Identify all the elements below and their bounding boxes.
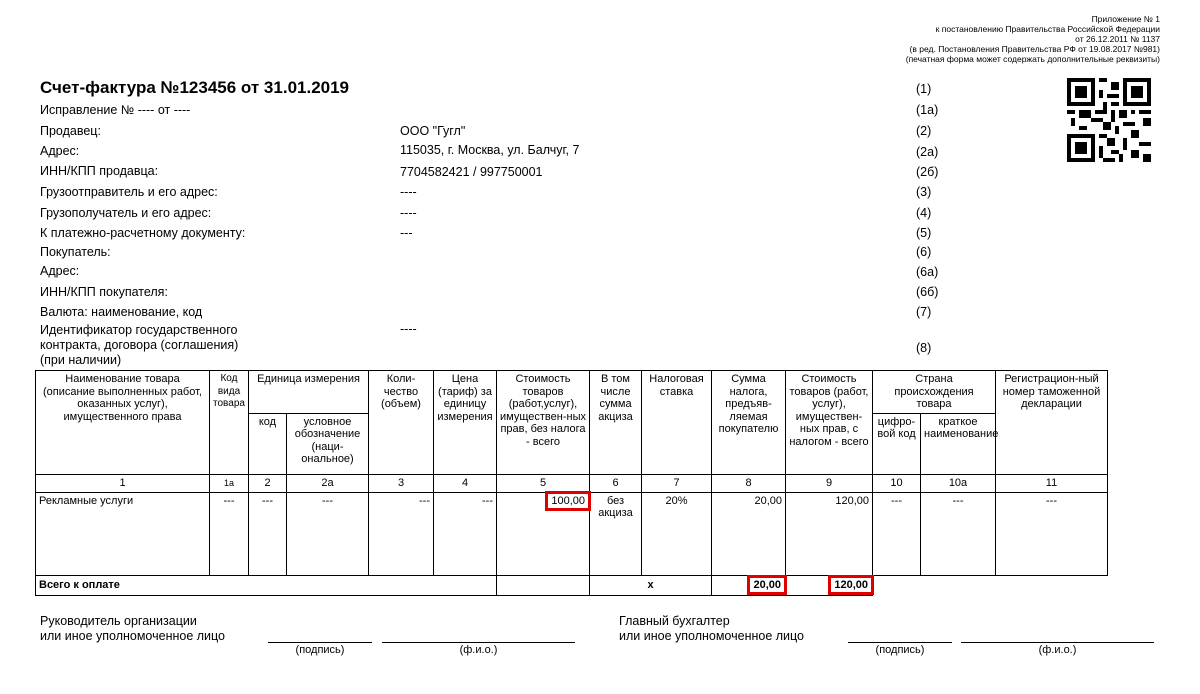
field-code: (2) <box>916 124 932 138</box>
item-name: Рекламные услуги <box>36 492 210 575</box>
accountant-signature-line <box>848 642 952 643</box>
gov-contract-label-line: контракта, договора (соглашения) <box>40 338 239 352</box>
column-number: 3 <box>369 474 434 492</box>
gov-contract-value: ---- <box>400 322 417 336</box>
column-number: 2 <box>249 474 287 492</box>
field-code: (2б) <box>916 165 939 179</box>
director-label-line: Руководитель организации <box>40 614 197 628</box>
total-excise: х <box>590 575 712 595</box>
item-rate: 20% <box>642 492 712 575</box>
total-tax-cell <box>712 575 786 595</box>
field-code: (1а) <box>916 103 939 117</box>
total-sum-highlight: 120,00 <box>828 575 874 596</box>
column-numbers-row <box>36 474 1108 492</box>
gov-contract-label <box>40 323 238 368</box>
col-header-name: Наименование товара (описание выполненных работ, оказанных услуг), имущественного права <box>36 371 210 475</box>
field-code: (6а) <box>916 265 939 279</box>
buyer-label: Покупатель: <box>40 245 111 259</box>
col-header-country-name: краткое наименование <box>921 413 996 474</box>
invoice-title: Счет-фактура №123456 от 31.01.2019 <box>40 78 350 97</box>
seller-address-label: Адрес: <box>40 144 80 158</box>
total-sum-cell <box>786 575 873 595</box>
col-header-excise: В том числе сумма акциза <box>590 371 642 475</box>
item-unit-name: --- <box>287 492 369 575</box>
seller-value: ООО "Гугл" <box>400 124 466 138</box>
accountant-label <box>619 614 804 644</box>
item-kind-code: --- <box>210 492 249 575</box>
item-country-name: --- <box>921 492 996 575</box>
column-number: 4 <box>434 474 497 492</box>
item-price: --- <box>434 492 497 575</box>
appendix-line: к постановлению Правительства Российской Федерации <box>935 24 1160 34</box>
signature-caption: (подпись) <box>295 644 345 656</box>
column-number: 7 <box>642 474 712 492</box>
field-code: (3) <box>916 185 932 199</box>
col-header-qty: Коли-чество (объем) <box>369 371 434 475</box>
name-caption: (ф.и.о.) <box>1038 644 1077 656</box>
item-cost-highlight: 100,00 <box>545 491 591 512</box>
table-header-row <box>36 371 1108 414</box>
invoice-table <box>35 370 1108 596</box>
col-header-total: Стоимость товаров (работ, услуг), имуществен-ных прав, с налогом - всего <box>786 371 873 475</box>
director-name-line <box>382 642 575 643</box>
seller-label: Продавец: <box>40 124 101 138</box>
col-header-cost: Стоимость товаров (работ,услуг), имуществен-ных прав, без налога - всего <box>497 371 590 475</box>
total-label: Всего к оплате <box>36 575 497 595</box>
col-header-price: Цена (тариф) за единицу измерения <box>434 371 497 475</box>
shipper-label: Грузоотправитель и его адрес: <box>40 185 218 199</box>
accountant-label-line: или иное уполномоченное лицо <box>619 629 805 643</box>
column-number: 11 <box>996 474 1108 492</box>
item-country-code: --- <box>873 492 921 575</box>
total-row <box>36 575 1108 595</box>
field-code: (5) <box>916 226 932 240</box>
col-header-unit-code: код <box>249 413 287 474</box>
column-number: 10а <box>921 474 996 492</box>
item-qty: --- <box>369 492 434 575</box>
column-number: 10 <box>873 474 921 492</box>
field-code: (6) <box>916 245 932 259</box>
total-cost-cell <box>497 575 590 595</box>
total-tax-highlight: 20,00 <box>747 575 787 596</box>
accountant-label-line: Главный бухгалтер <box>619 614 730 628</box>
column-number: 1 <box>36 474 210 492</box>
col-header-country-code: цифро-вой код <box>873 413 921 474</box>
table-row <box>36 492 1108 575</box>
appendix-line: от 26.12.2011 № 1137 <box>1075 34 1160 44</box>
col-header-country: Страна происхождения товара <box>873 371 996 414</box>
item-tax: 20,00 <box>712 492 786 575</box>
col-header-kind-code: Код вида товара <box>210 371 249 475</box>
field-code: (6б) <box>916 285 939 299</box>
payment-doc-value: --- <box>400 226 413 240</box>
buyer-inn-label: ИНН/КПП покупателя: <box>40 285 168 299</box>
field-code: (1) <box>916 82 932 96</box>
gov-contract-label-line: (при наличии) <box>40 353 122 367</box>
col-header-rate: Налоговая ставка <box>642 371 712 475</box>
signature-caption: (подпись) <box>875 644 925 656</box>
item-unit-code: --- <box>249 492 287 575</box>
seller-inn-value: 7704582421 / 997750001 <box>400 165 543 179</box>
field-code: (4) <box>916 206 932 220</box>
item-total: 120,00 <box>786 492 873 575</box>
seller-address-value: 115035, г. Москва, ул. Балчуг, 7 <box>400 143 580 157</box>
field-code: (2а) <box>916 145 939 159</box>
appendix-note <box>820 14 1160 64</box>
shipper-value: ---- <box>400 185 417 199</box>
column-number: 9 <box>786 474 873 492</box>
column-number: 1а <box>210 474 249 492</box>
col-header-unit: Единица измерения <box>249 371 369 414</box>
field-code: (7) <box>916 305 932 319</box>
column-number: 5 <box>497 474 590 492</box>
currency-label: Валюта: наименование, код <box>40 305 203 319</box>
appendix-line: Приложение № 1 <box>1091 14 1160 24</box>
consignee-value: ---- <box>400 206 417 220</box>
item-cost-cell <box>497 492 590 575</box>
qr-code <box>1067 78 1151 162</box>
name-caption: (ф.и.о.) <box>459 644 498 656</box>
consignee-label: Грузополучатель и его адрес: <box>40 206 212 220</box>
col-header-tax: Сумма налога, предъяв-ляемая покупателю <box>712 371 786 475</box>
item-excise: без акциза <box>590 492 642 575</box>
col-header-unit-name: условное обозначение (наци-ональное) <box>287 413 369 474</box>
column-number: 8 <box>712 474 786 492</box>
col-header-reg: Регистрацион-ный номер таможенной декларации <box>996 371 1108 475</box>
appendix-line: (печатная форма может содержать дополнительные реквизиты) <box>905 54 1160 64</box>
correction-label: Исправление № ---- от ---- <box>40 103 191 117</box>
item-reg: --- <box>996 492 1108 575</box>
buyer-address-label: Адрес: <box>40 264 80 278</box>
total-empty <box>873 575 1108 595</box>
payment-doc-label: К платежно-расчетному документу: <box>40 226 246 240</box>
column-number: 6 <box>590 474 642 492</box>
director-signature-line <box>268 642 372 643</box>
accountant-name-line <box>961 642 1154 643</box>
appendix-line: (в ред. Постановления Правительства РФ от 19.08.2017 №981) <box>909 44 1160 54</box>
director-label <box>40 614 225 644</box>
field-code: (8) <box>916 341 932 355</box>
column-number: 2а <box>287 474 369 492</box>
director-label-line: или иное уполномоченное лицо <box>40 629 226 643</box>
gov-contract-label-line: Идентификатор государственного <box>40 323 238 337</box>
seller-inn-label: ИНН/КПП продавца: <box>40 164 159 178</box>
